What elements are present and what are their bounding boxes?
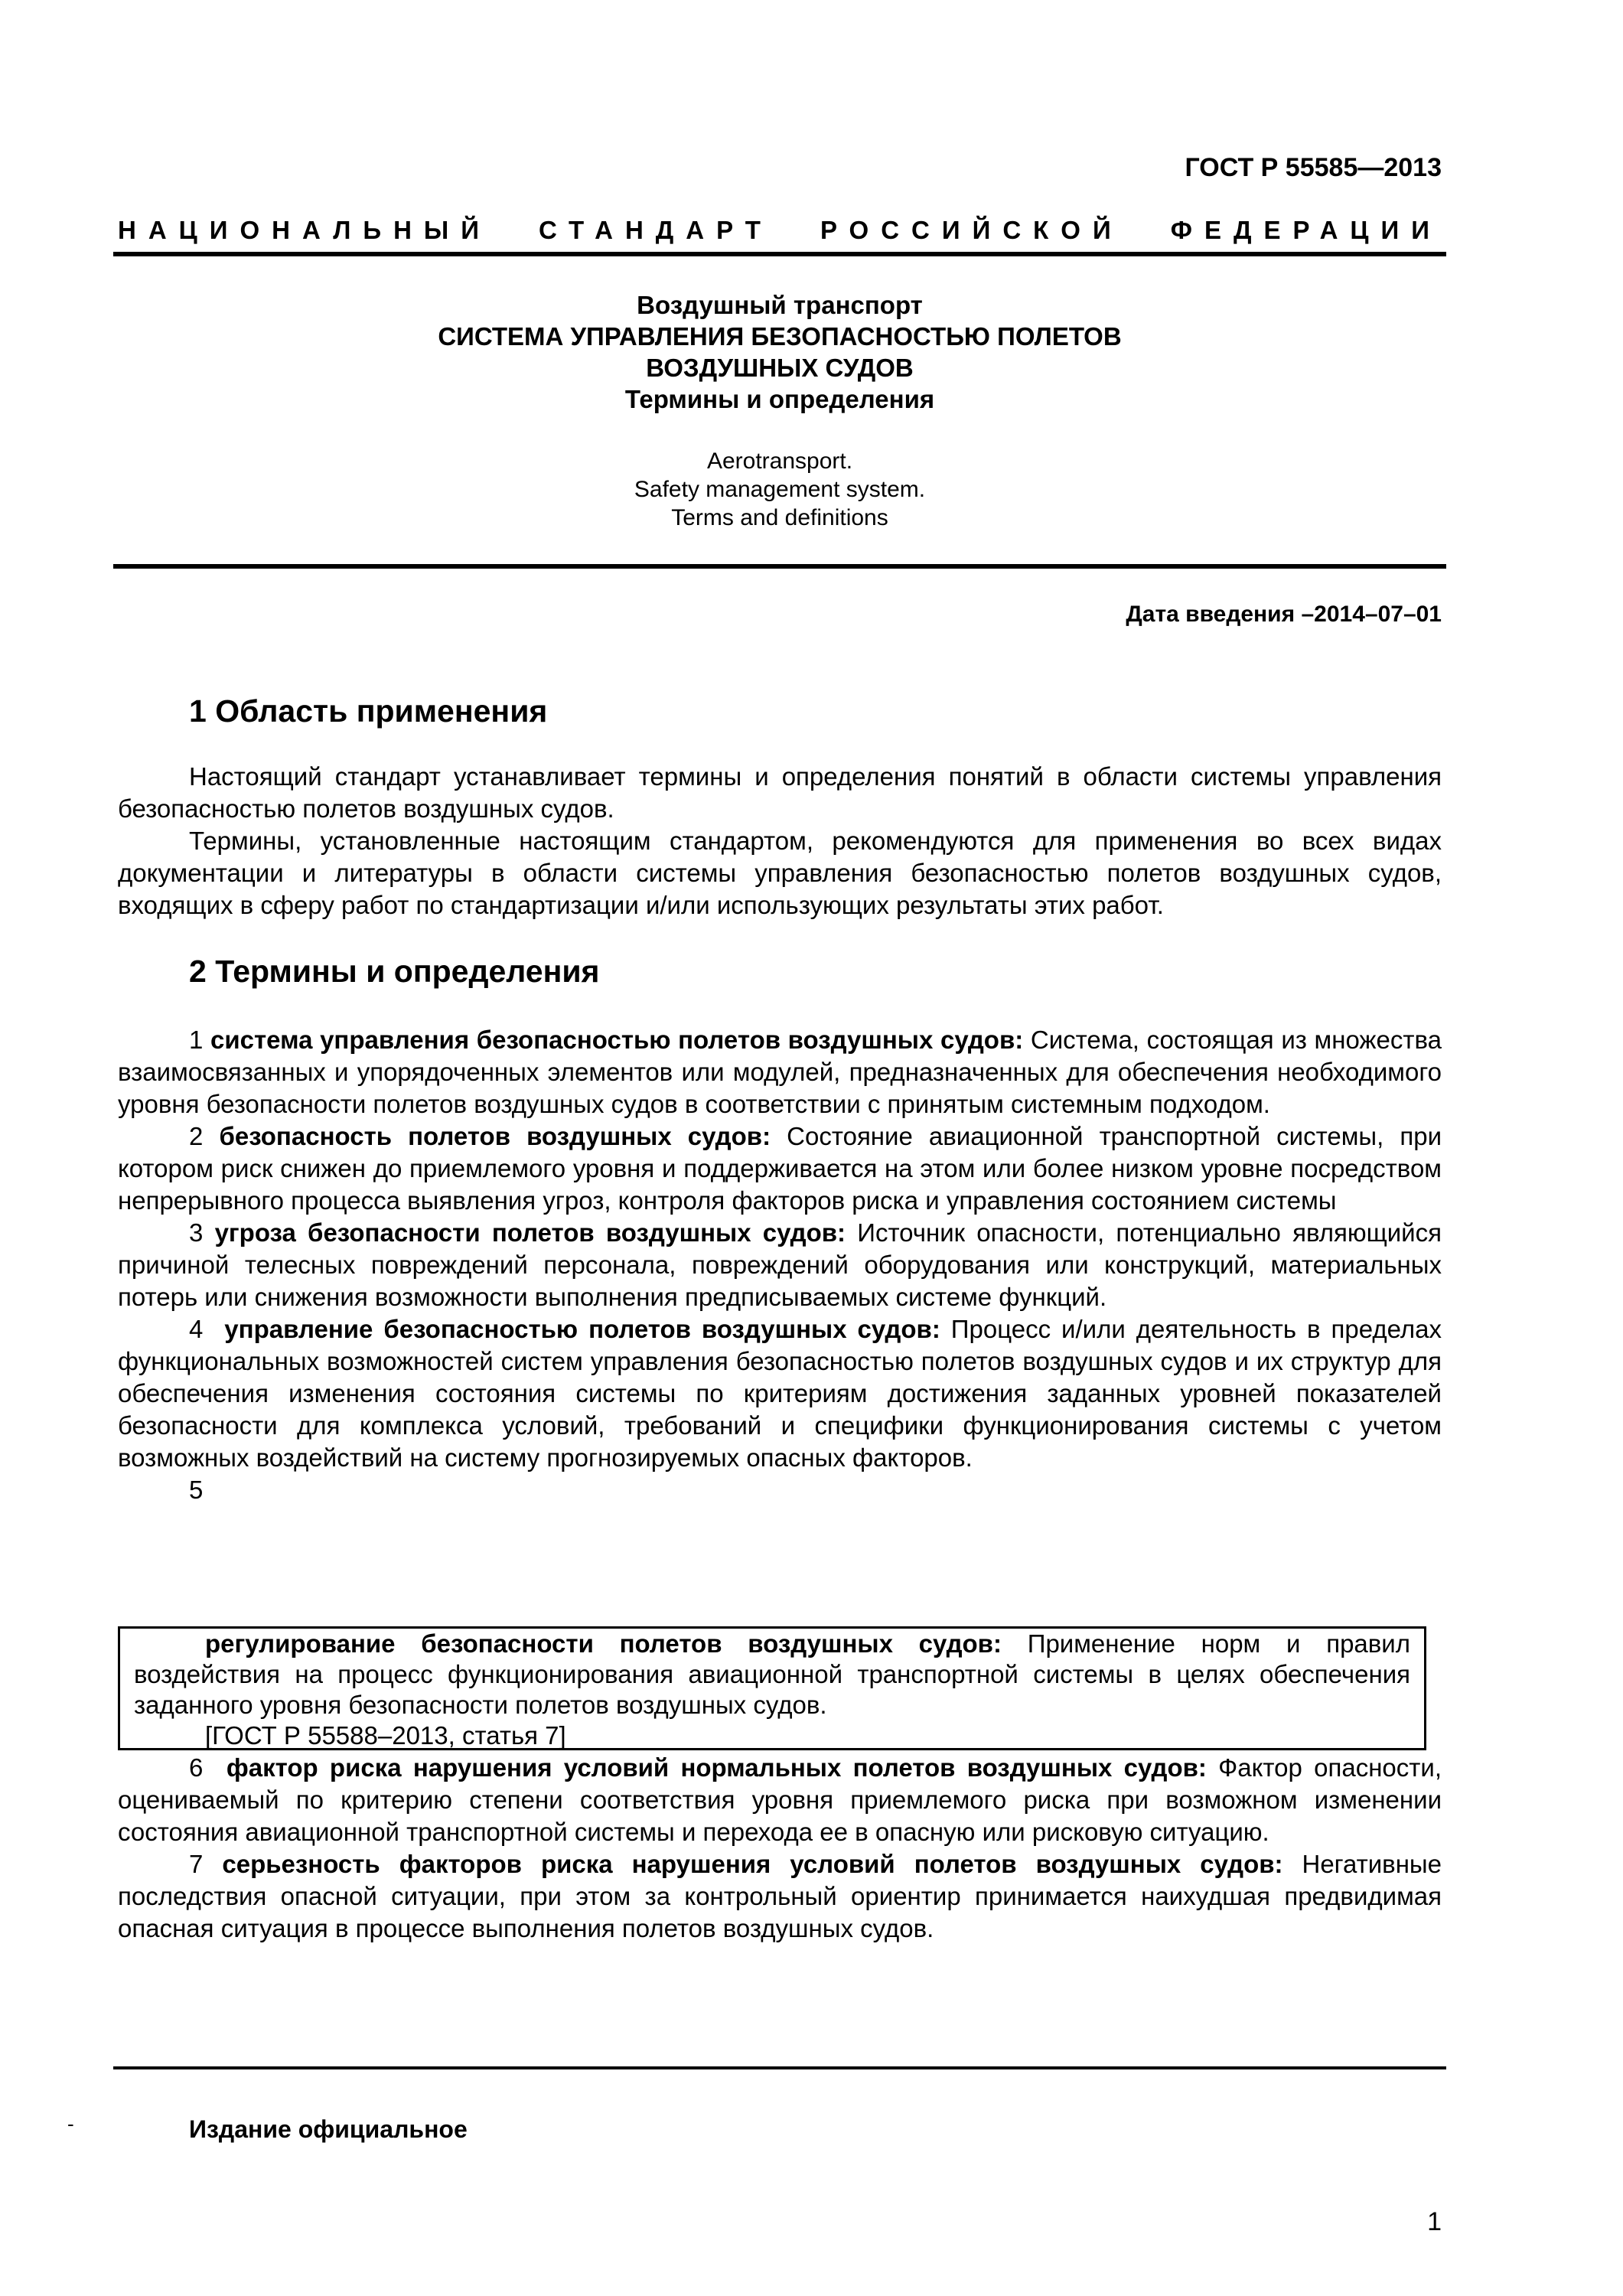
definition: Негативные последствия опасной ситуации, при этом за контрольный ориентир принимается наихудшая предвидимая опасная ситуация в процессе выполнения полетов воздушных судов. <box>118 1850 1442 1942</box>
footer-rule <box>113 2066 1446 2069</box>
term: фактор риска нарушения условий нормальных полетов воздушных судов: <box>226 1753 1207 1782</box>
banner-word: ФЕДЕРАЦИИ <box>1170 216 1442 244</box>
term-entry: 4 управление безопасностью полетов воздушных судов: Процесс и/или деятельность в пределах функциональных возможностей систем управления безопасностью полетов воздушных судов и их структур для обеспечения изменения состояния системы по критериям достижения заданных уровней показателей безопасности для комплекса условий, требований и специфики функционирования системы с учетом возможных воздействий на систему прогнозируемых опасных факторов. <box>118 1315 1442 1472</box>
definition: Система, состоящая из множества взаимосвязанных и упорядоченных элементов или модулей, предназначенных для обеспечения необходимого уровня безопасности полетов воздушных судов в соответствии с принятым системным подходом. <box>118 1026 1442 1118</box>
term: регулирование безопасности полетов воздушных судов: <box>205 1629 1002 1658</box>
reference-term-box <box>118 1626 1426 1750</box>
english-title-line: Terms and definitions <box>671 505 888 530</box>
title-rule <box>113 564 1446 569</box>
definition: Состояние авиационной транспортной системы, при котором риск снижен до приемлемого уровня и поддерживается на этом или более низком уровне посредством непрерывного процесса выявления угроз, контроля факторов риска и управления состоянием системы <box>118 1122 1442 1215</box>
terms-list-6-7 <box>118 1752 1442 1945</box>
national-standard-banner <box>118 216 1442 245</box>
term: угроза безопасности полетов воздушных судов: <box>214 1218 846 1247</box>
title-line: ВОЗДУШНЫХ СУДОВ <box>646 354 914 382</box>
term: безопасность полетов воздушных судов: <box>219 1122 771 1150</box>
terms-list-1-4 <box>118 1024 1442 1506</box>
term-entry: 3 угроза безопасности полетов воздушных судов: Источник опасности, потенциально являющийся причиной телесных повреждений персонала, повреждений оборудования или конструкций, материальных потерь или снижения возможности выполнения предписываемых системе функций. <box>118 1218 1442 1311</box>
english-title-line: Safety management system. <box>634 477 926 502</box>
english-title-line: Aerotransport. <box>706 448 853 474</box>
section-1-body <box>118 761 1442 921</box>
term-entry: 1 система управления безопасностью полетов воздушных судов: Система, состоящая из множества взаимосвязанных и упорядоченных элементов или модулей, предназначенных для обеспечения необходимого уровня безопасности полетов воздушных судов в соответствии с принятым системным подходом. <box>118 1026 1442 1118</box>
page-number: 1 <box>1427 2207 1442 2236</box>
term-entry: 7 серьезность факторов риска нарушения условий полетов воздушных судов: Негативные последствия опасной ситуации, при этом за контрольный ориентир принимается наихудшая предвидимая опасная ситуация в процессе выполнения полетов воздушных судов. <box>118 1850 1442 1942</box>
paragraph: Термины, установленные настоящим стандартом, рекомендуются для применения во всех видах документации и литературы в области системы управления безопасностью полетов воздушных судов, входящих в сферу работ по стандартизации и/или использующих результаты этих работ. <box>118 827 1442 919</box>
term-entry: 6 фактор риска нарушения условий нормальных полетов воздушных судов: Фактор опасности, оцениваемый по критерию степени соответствия уровня приемлемого риска при возможном изменении состояния авиационной транспортной системы и перехода ее в опасную или рисковую ситуацию. <box>118 1753 1442 1846</box>
banner-word: СТАНДАРТ <box>539 216 773 244</box>
term-entry: 5 <box>189 1476 204 1504</box>
term: система управления безопасностью полетов воздушных судов: <box>210 1026 1024 1054</box>
term: управление безопасностью полетов воздушных судов: <box>224 1315 940 1343</box>
document-title <box>118 289 1442 415</box>
paragraph: Настоящий стандарт устанавливает термины и определения понятий в области системы управления безопасностью полетов воздушных судов. <box>118 762 1442 823</box>
definition: Применение норм и правил воздействия на процесс функционирования авиационной транспортной системы в целях обеспечения заданного уровня безопасности полетов воздушных судов. <box>134 1629 1410 1719</box>
definition: Процесс и/или деятельность в пределах функциональных возможностей систем управления безопасностью полетов воздушных судов и их структур для обеспечения изменения состояния системы по критериям достижения заданных уровней показателей безопасности для комплекса условий, требований и специфики функционирования системы с учетом возможных воздействий на систему прогнозируемых опасных факторов. <box>118 1315 1442 1472</box>
english-title <box>118 447 1442 532</box>
title-line: Воздушный транспорт <box>637 291 923 319</box>
title-line: СИСТЕМА УПРАВЛЕНИЯ БЕЗОПАСНОСТЬЮ ПОЛЕТОВ <box>438 322 1122 351</box>
term: серьезность факторов риска нарушения условий полетов воздушных судов: <box>222 1850 1283 1878</box>
term-reference: [ГОСТ Р 55588–2013, статья 7] <box>205 1721 566 1750</box>
term-entry: 2 безопасность полетов воздушных судов: Состояние авиационной транспортной системы, при котором риск снижен до приемлемого уровня и поддерживается на этом или более низком уровне посредством непрерывного процесса выявления угроз, контроля факторов риска и управления состоянием системы <box>118 1122 1442 1215</box>
banner-word: РОССИЙСКОЙ <box>820 216 1123 244</box>
margin-mark: - <box>67 2112 74 2135</box>
date-introduced: Дата введения –2014–07–01 <box>1126 602 1442 627</box>
header-rule <box>113 252 1446 256</box>
definition: Фактор опасности, оцениваемый по критерию степени соответствия уровня приемлемого риска при возможном изменении состояния авиационной транспортной системы и перехода ее в опасную или рисковую ситуацию. <box>118 1753 1442 1846</box>
banner-word: НАЦИОНАЛЬНЫЙ <box>118 216 491 244</box>
title-line: Термины и определения <box>624 385 935 413</box>
definition: Источник опасности, потенциально являющийся причиной телесных повреждений персонала, повреждений оборудования или конструкций, материальных потерь или снижения возможности выполнения предписываемых системе функций. <box>118 1218 1442 1311</box>
section-1-heading: 1 Область применения <box>189 693 548 729</box>
section-2-heading: 2 Термины и определения <box>189 954 600 989</box>
gost-code: ГОСТ Р 55585—2013 <box>1185 153 1442 182</box>
official-edition-label: Издание официальное <box>189 2115 468 2143</box>
